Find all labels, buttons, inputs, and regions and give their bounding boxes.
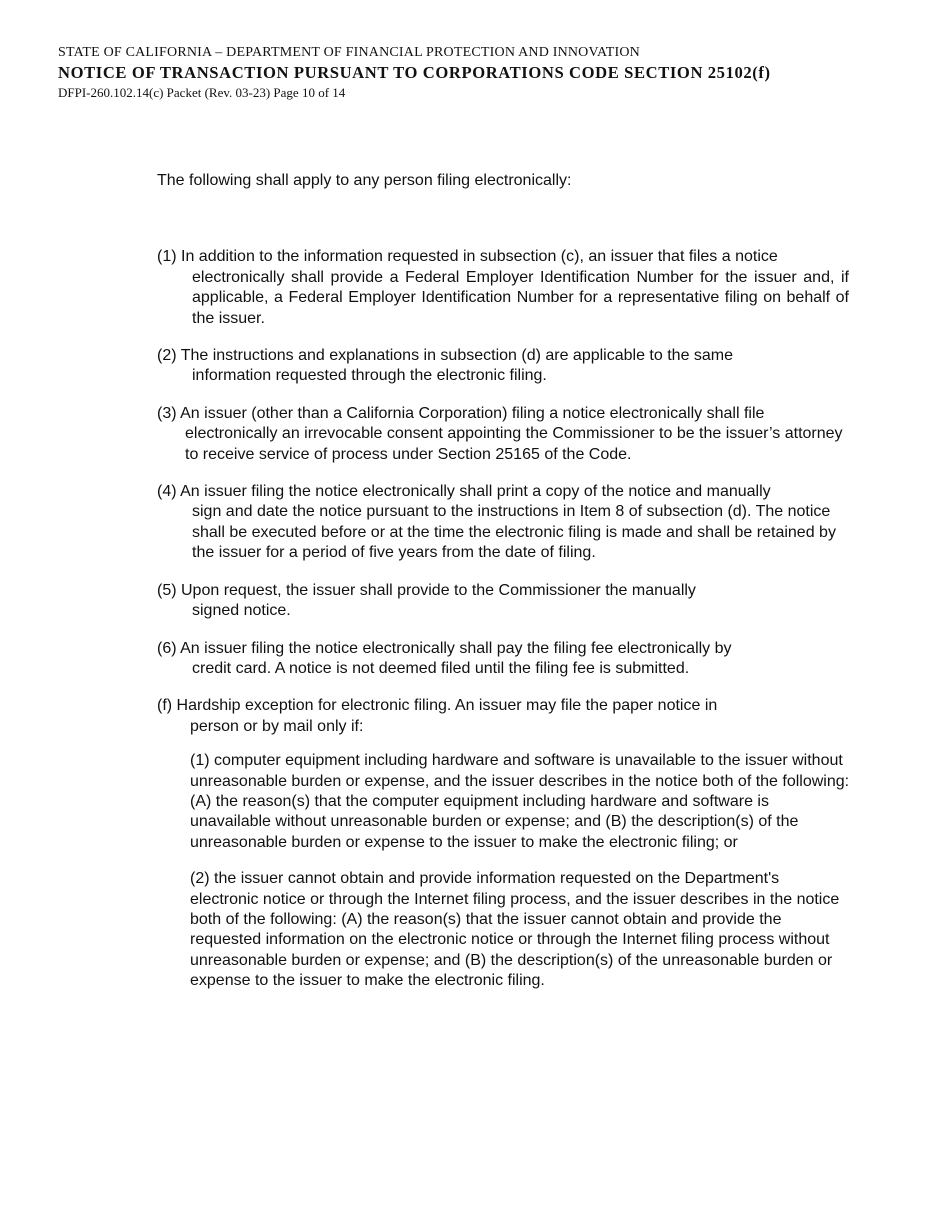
- hardship-exception-continuation: person or by mail only if:: [190, 717, 364, 735]
- hardship-exception-first-line: (f) Hardship exception for electronic filing. An issuer may file the paper notice in: [157, 697, 718, 715]
- form-number: DFPI-260.102.14(c) Packet (Rev. 03-23) Page 10 of 14: [58, 85, 346, 100]
- instructions-body: [157, 171, 849, 1009]
- hardship-condition-1: (1) computer equipment including hardware and software is unavailable to the issuer without unreasonable burden or expense, and the issuer describes in the notice both of the following: (A) the reason(s) that the computer equipment including hardware and software is unavailable without unreasonable burden or expense; and (B) the description(s) of the unreasonable burden or expense to the issuer to make the electronic filing; or: [190, 752, 850, 851]
- list-item-2-continuation: information requested through the electronic filing.: [192, 367, 547, 385]
- list-item-4-continuation: sign and date the notice pursuant to the instructions in Item 8 of subsection (d). The notice shall be executed before or at the time the electronic filing is made and shall be retained by the issuer for a period of five years from the date of filing.: [192, 503, 836, 562]
- list-item-1: [157, 247, 849, 329]
- list-item-5-continuation: signed notice.: [192, 602, 291, 620]
- list-item-6: [157, 639, 849, 680]
- hardship-exception: [157, 696, 849, 991]
- intro-text: The following shall apply to any person filing electronically:: [157, 172, 572, 189]
- list-item-3-first-line: (3) An issuer (other than a California Corporation) filing a notice electronically shall file: [157, 404, 765, 422]
- list-item-3: [157, 404, 849, 465]
- list-item-5-first-line: (5) Upon request, the issuer shall provide to the Commissioner the manually: [157, 581, 696, 599]
- hardship-condition-2: (2) the issuer cannot obtain and provide information requested on the Department's electronic notice or through the Internet filing process, and the issuer describes in the notice both of the following: (A) the reason(s) that the issuer cannot obtain and provide the requested information on the electronic notice or through the Internet filing process without unreasonable burden or expense; and (B) the description(s) of the unreasonable burden or expense to the issuer to make the electronic filing.: [190, 870, 840, 990]
- page-header: [58, 44, 771, 101]
- hardship-conditions: [190, 751, 850, 991]
- list-item-1-continuation: electronically shall provide a Federal Employer Identification Number for the issuer and, if applicable, a Federal Employer Identification Number for a representative filing on behalf of the issuer.: [192, 268, 849, 327]
- form-title: NOTICE OF TRANSACTION PURSUANT TO CORPORATIONS CODE SECTION 25102(f): [58, 63, 771, 82]
- list-item-3-continuation: electronically an irrevocable consent appointing the Commissioner to be the issuer’s attorney to receive service of process under Section 25165 of the Code.: [185, 425, 843, 463]
- list-item-2: [157, 346, 849, 387]
- list-item-4: [157, 482, 849, 564]
- list-item-6-first-line: (6) An issuer filing the notice electronically shall pay the filing fee electronically by: [157, 639, 732, 657]
- agency-name: STATE OF CALIFORNIA – DEPARTMENT OF FINANCIAL PROTECTION AND INNOVATION: [58, 45, 640, 60]
- list-item-6-continuation: credit card. A notice is not deemed filed until the filing fee is submitted.: [192, 659, 690, 677]
- list-item-4-first-line: (4) An issuer filing the notice electronically shall print a copy of the notice and manually: [157, 483, 771, 501]
- list-item-1-first-line: (1) In addition to the information requested in subsection (c), an issuer that files a notice: [157, 248, 778, 266]
- list-item-5: [157, 581, 849, 622]
- list-item-2-first-line: (2) The instructions and explanations in subsection (d) are applicable to the same: [157, 347, 734, 365]
